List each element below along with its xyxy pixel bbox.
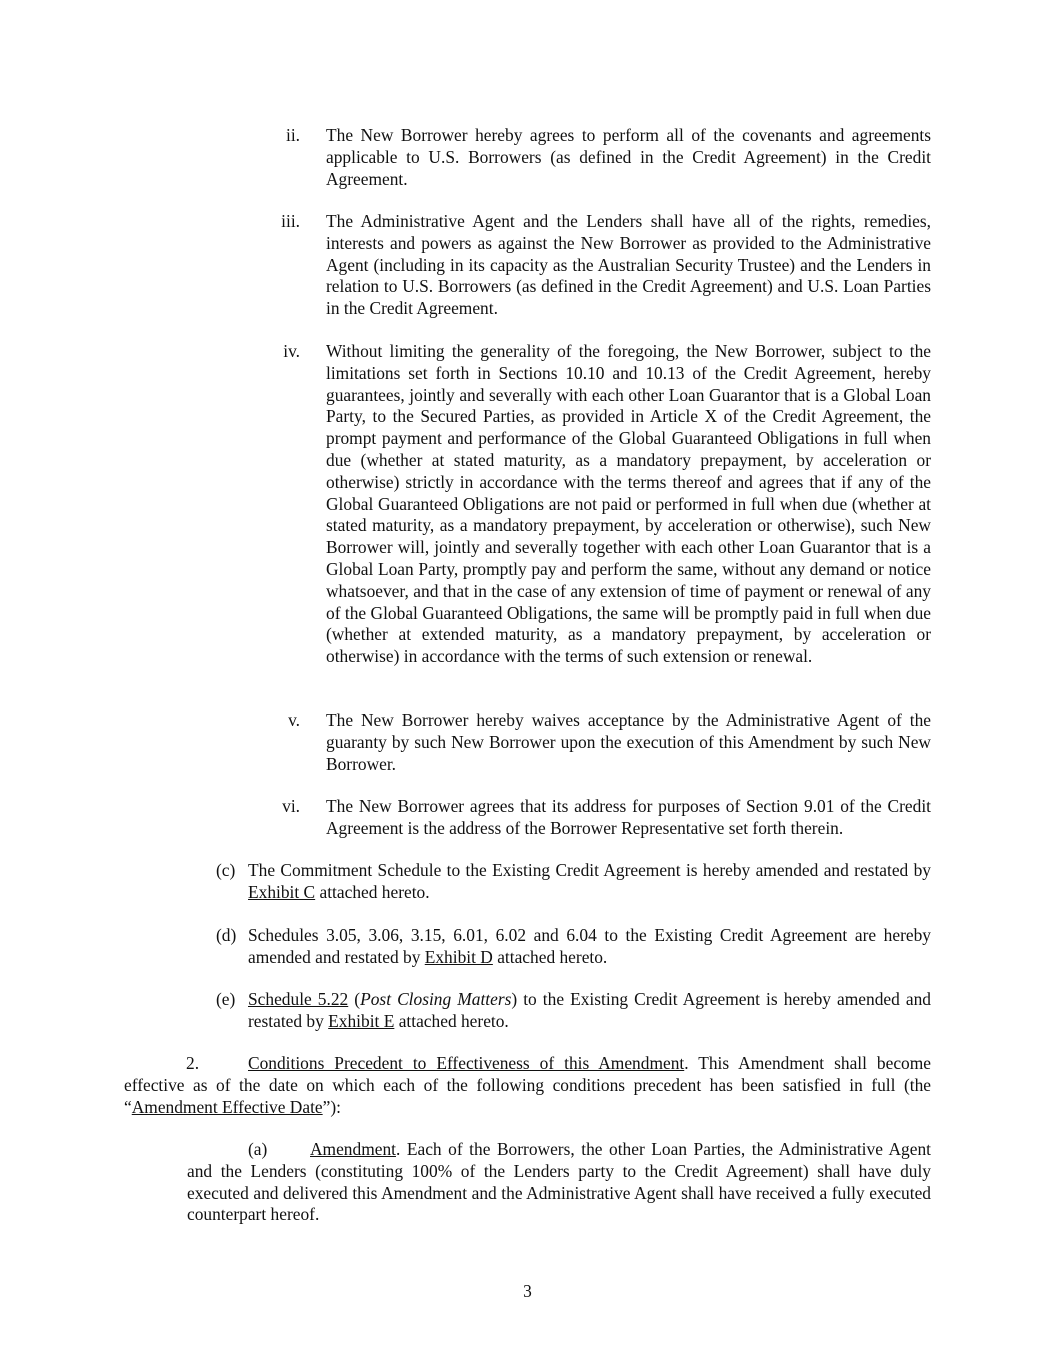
clause-iv [283, 341, 931, 668]
section-2-text: . This Amendment shall become effective as of the date on which each of the following conditions precedent has been satisfied in full (the “ [124, 1053, 931, 1117]
clause-ii-text: The New Borrower hereby agrees to perform all of the covenants and agreements applicable to U.S. Borrowers (as defined in the Credit Agreement) in the Credit Agreement. [326, 125, 931, 189]
clause-v-number: v. [288, 710, 300, 730]
clause-iv-text: Without limiting the generality of the foregoing, the New Borrower, subject to the limitations set forth in Sections 10.10 and 10.13 of the Credit Agreement, hereby guarantees, jointly and severally with each other Loan Guarantor that is a Global Loan Party, to the Secured Parties, as provided in Article X of the Credit Agreement, the prompt payment and performance of the Global Guaranteed Obligations in full when due (whether at stated maturity, as a mandatory prepayment, by acceleration or otherwise) strictly in accordance with the terms thereof and agrees that if any of the Global Guaranteed Obligations are not paid or performed in full when due (whether at stated maturity, as a mandatory prepayment, by acceleration or otherwise), such New Borrower will, jointly and severally together with each other Loan Guarantor that is a Global Loan Party, promptly pay and perform the same, without any demand or notice whatsoever, and that in the case of any extension of time of payment or renewal of any of the Global Guaranteed Obligations, the same will be promptly paid in full when due (whether at extended maturity, as a mandatory prepayment, by acceleration or otherwise) in accordance with the terms of such extension or renewal. [326, 341, 931, 667]
clause-e-paren-open: ( [348, 989, 361, 1009]
section-2a-heading: Amendment [310, 1139, 396, 1159]
clause-iii-number: iii. [281, 211, 300, 231]
clause-ii [285, 125, 931, 190]
clause-e-italic-title: Post Closing Matters [360, 989, 512, 1009]
clause-e-text: ) to the Existing Credit Agreement is hereby amended and restated by [248, 989, 932, 1031]
clause-d-text: Schedules 3.05, 3.06, 3.15, 6.01, 6.02 and 6.04 to the Existing Credit Agreement are hereby amended and restated by [248, 925, 931, 967]
clause-v [288, 710, 931, 775]
section-2a [187, 1139, 931, 1226]
clause-vi-text: The New Borrower agrees that its address for purposes of Section 9.01 of the Credit Agreement is the address of the Borrower Representative set forth therein. [326, 796, 931, 838]
clause-iii-text: The Administrative Agent and the Lenders shall have all of the rights, remedies, interests and powers as against the New Borrower as provided to the Administrative Agent (including in its capacity as the Australian Security Trustee) and the Lenders in relation to U.S. Borrowers (as defined in the Credit Agreement) and U.S. Loan Parties in the Credit Agreement. [326, 211, 931, 319]
clause-ii-number: ii. [285, 125, 300, 145]
clause-iv-number: iv. [283, 341, 300, 361]
section-2-text-end: ”): [322, 1096, 341, 1117]
clause-d [216, 925, 931, 969]
clause-v-text: The New Borrower hereby waives acceptance by the Administrative Agent of the guaranty by such New Borrower upon the execution of this Amendment by such New Borrower. [326, 710, 931, 774]
clause-c-text-end: attached hereto. [315, 881, 430, 902]
clause-c-number: (c) [216, 860, 236, 880]
section-2-number: 2. [186, 1053, 200, 1073]
amendment-effective-date-term: Amendment Effective Date [131, 1096, 323, 1117]
exhibit-d-reference: Exhibit D [424, 946, 493, 967]
clause-c-text: The Commitment Schedule to the Existing Credit Agreement is hereby amended and restated by [248, 860, 931, 880]
clause-d-text-end: attached hereto. [492, 946, 608, 967]
section-2 [124, 1053, 931, 1118]
clause-iii [281, 211, 931, 320]
clause-d-number: (d) [216, 925, 237, 945]
schedule-5-22-reference: Schedule 5.22 [248, 989, 349, 1009]
section-2a-text: . Each of the Borrowers, the other Loan Parties, the Administrative Agent and the Lenders (constituting 100% of the Lenders party to the Credit Agreement) shall have duly executed and delivered this Amendment and the Administrative Agent shall have received a fully executed counterpart hereof. [187, 1139, 931, 1225]
exhibit-c-reference: Exhibit C [248, 881, 316, 902]
clause-vi [282, 796, 931, 840]
clause-e-number: (e) [216, 989, 236, 1009]
clause-vi-number: vi. [282, 796, 300, 816]
section-2a-number: (a) [248, 1139, 268, 1159]
page-number: 3 [523, 1281, 532, 1301]
clause-e-text-end: attached hereto. [394, 1010, 509, 1031]
section-2-heading: Conditions Precedent to Effectiveness of this Amendment [248, 1053, 685, 1073]
clause-e [216, 989, 932, 1033]
exhibit-e-reference: Exhibit E [328, 1010, 395, 1031]
clause-c [216, 860, 931, 904]
